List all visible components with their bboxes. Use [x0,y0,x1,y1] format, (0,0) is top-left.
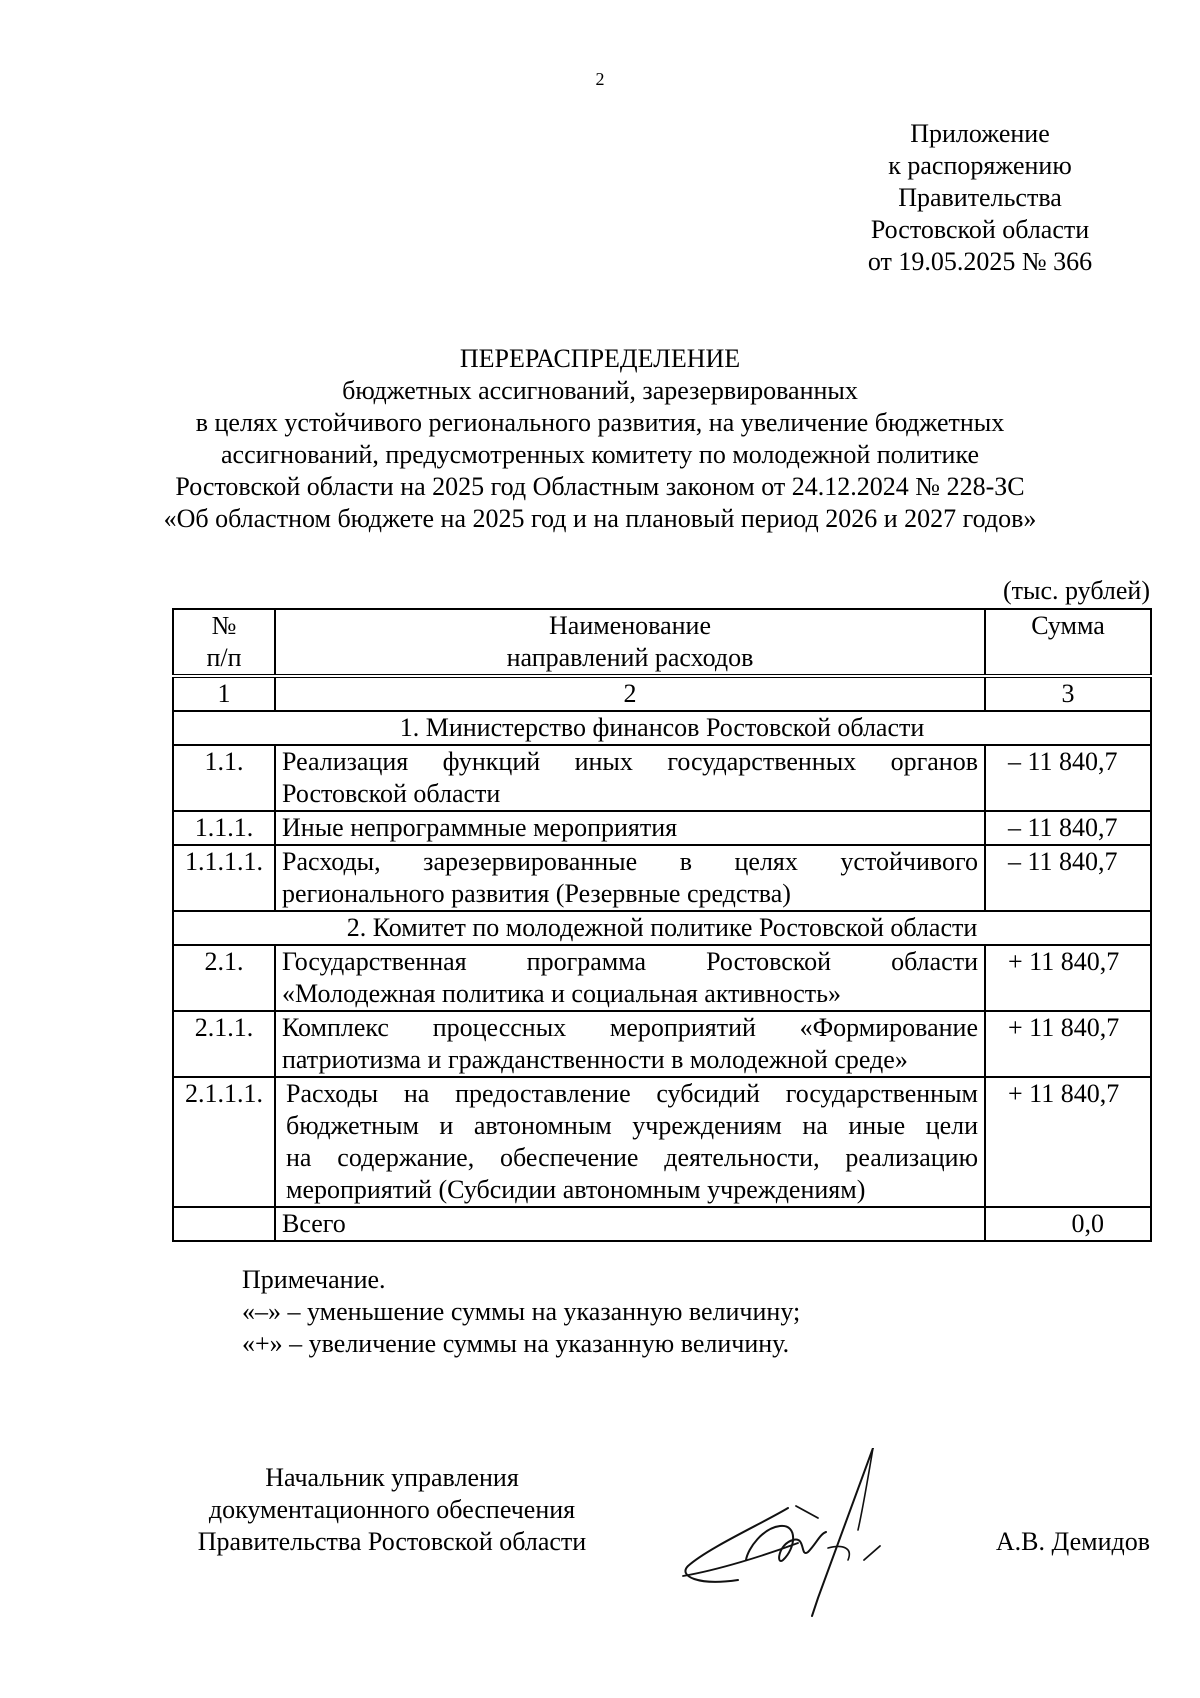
note-title: Примечание. [242,1265,386,1294]
row-num: 1.1.1.1. [173,845,275,911]
note-line: «+» – увеличение суммы на указанную величину. [242,1329,790,1358]
signer-position-line: документационного обеспечения [208,1495,576,1524]
row-num: 2.1.1.1. [173,1077,275,1207]
row-name-line: Реализация функций иных государственных органов [282,747,978,776]
document-title [0,343,1200,535]
row-name-line: патриотизма и гражданственности в молодежной среде» [282,1045,908,1074]
section-title: 1. Министерство финансов Ростовской области [173,711,1151,745]
title-heading: ПЕРЕРАСПРЕДЕЛЕНИЕ [459,344,741,373]
signer-name: А.В. Демидов [995,1527,1150,1556]
header-name-line1: Наименование [549,611,711,640]
row-name [275,945,985,1011]
section-row [173,711,1151,745]
row-name-line: бюджетным и автономным учреждениям на иные цели [286,1111,978,1140]
table-row [173,1077,1151,1207]
appendix-line: Ростовской области [870,215,1090,244]
total-label: Всего [275,1207,985,1241]
row-name-line: Ростовской области [282,779,501,808]
row-sum: + 11 840,7 [985,1011,1151,1077]
column-number: 1 [173,676,275,711]
header-name-line2: направлений расходов [506,643,754,672]
table-row [173,745,1151,811]
row-name [275,845,985,911]
title-line: бюджетных ассигнований, зарезервированных [342,376,858,405]
budget-table [172,608,1152,1242]
header-name-cell [275,609,985,676]
signer-position-line: Правительства Ростовской области [197,1527,587,1556]
column-number-row [173,676,1151,711]
note-block [242,1264,1042,1360]
handwritten-signature [668,1448,968,1618]
row-name-line: мероприятий (Субсидии автономным учреждениям) [286,1175,866,1204]
table-row [173,945,1151,1011]
row-name [275,1077,985,1207]
total-num-cell [173,1207,275,1241]
row-name [275,1011,985,1077]
header-num-line1: № [211,611,237,640]
total-sum: 0,0 [985,1207,1151,1241]
note-line: «–» – уменьшение суммы на указанную величину; [242,1297,801,1326]
units-label: (тыс. рублей) [1002,576,1150,605]
appendix-block [830,118,1130,278]
table-row [173,1011,1151,1077]
row-name-line: Расходы на предоставление субсидий государственным [286,1079,978,1108]
title-line: ассигнований, предусмотренных комитету по молодежной политике [220,440,979,469]
page-number: 2 [595,69,605,89]
total-row [173,1207,1151,1241]
section-title: 2. Комитет по молодежной политике Ростовской области [173,911,1151,945]
row-name-line: Государственная программа Ростовской области [282,947,978,976]
header-num-line2: п/п [206,643,242,672]
row-name-line: Комплекс процессных мероприятий «Формирование [282,1013,978,1042]
signer-position-line: Начальник управления [265,1463,519,1492]
appendix-line: Приложение [910,119,1050,148]
row-sum: + 11 840,7 [985,1077,1151,1207]
table-row [173,811,1151,845]
title-line: «Об областном бюджете на 2025 год и на плановый период 2026 и 2027 годов» [163,504,1037,533]
appendix-line: к распоряжению [888,151,1072,180]
row-name-line: Расходы, зарезервированные в целях устойчивого [282,847,978,876]
row-name-line: регионального развития (Резервные средства) [282,879,791,908]
row-name-line: Иные непрограммные мероприятия [282,813,678,842]
row-sum: – 11 840,7 [985,845,1151,911]
signer-position [172,1462,612,1558]
row-name [275,745,985,811]
column-number: 3 [985,676,1151,711]
title-line: в целях устойчивого регионального развития, на увеличение бюджетных [195,408,1005,437]
appendix-line: от 19.05.2025 № 366 [867,247,1093,276]
title-line: Ростовской области на 2025 год Областным законом от 24.12.2024 № 228-ЗС [175,472,1025,501]
section-row [173,911,1151,945]
row-num: 1.1. [173,745,275,811]
row-sum: – 11 840,7 [985,811,1151,845]
row-sum: – 11 840,7 [985,745,1151,811]
row-num: 2.1. [173,945,275,1011]
row-num: 2.1.1. [173,1011,275,1077]
appendix-line: Правительства [898,183,1062,212]
row-num: 1.1.1. [173,811,275,845]
row-name-line: на содержание, обеспечение деятельности, реализацию [286,1143,978,1172]
row-sum: + 11 840,7 [985,945,1151,1011]
column-number: 2 [275,676,985,711]
row-name [275,811,985,845]
table-row [173,845,1151,911]
header-sum-cell: Сумма [985,609,1151,676]
table-header-row [173,609,1151,676]
header-num-cell [173,609,275,676]
row-name-line: «Молодежная политика и социальная активность» [282,979,842,1008]
